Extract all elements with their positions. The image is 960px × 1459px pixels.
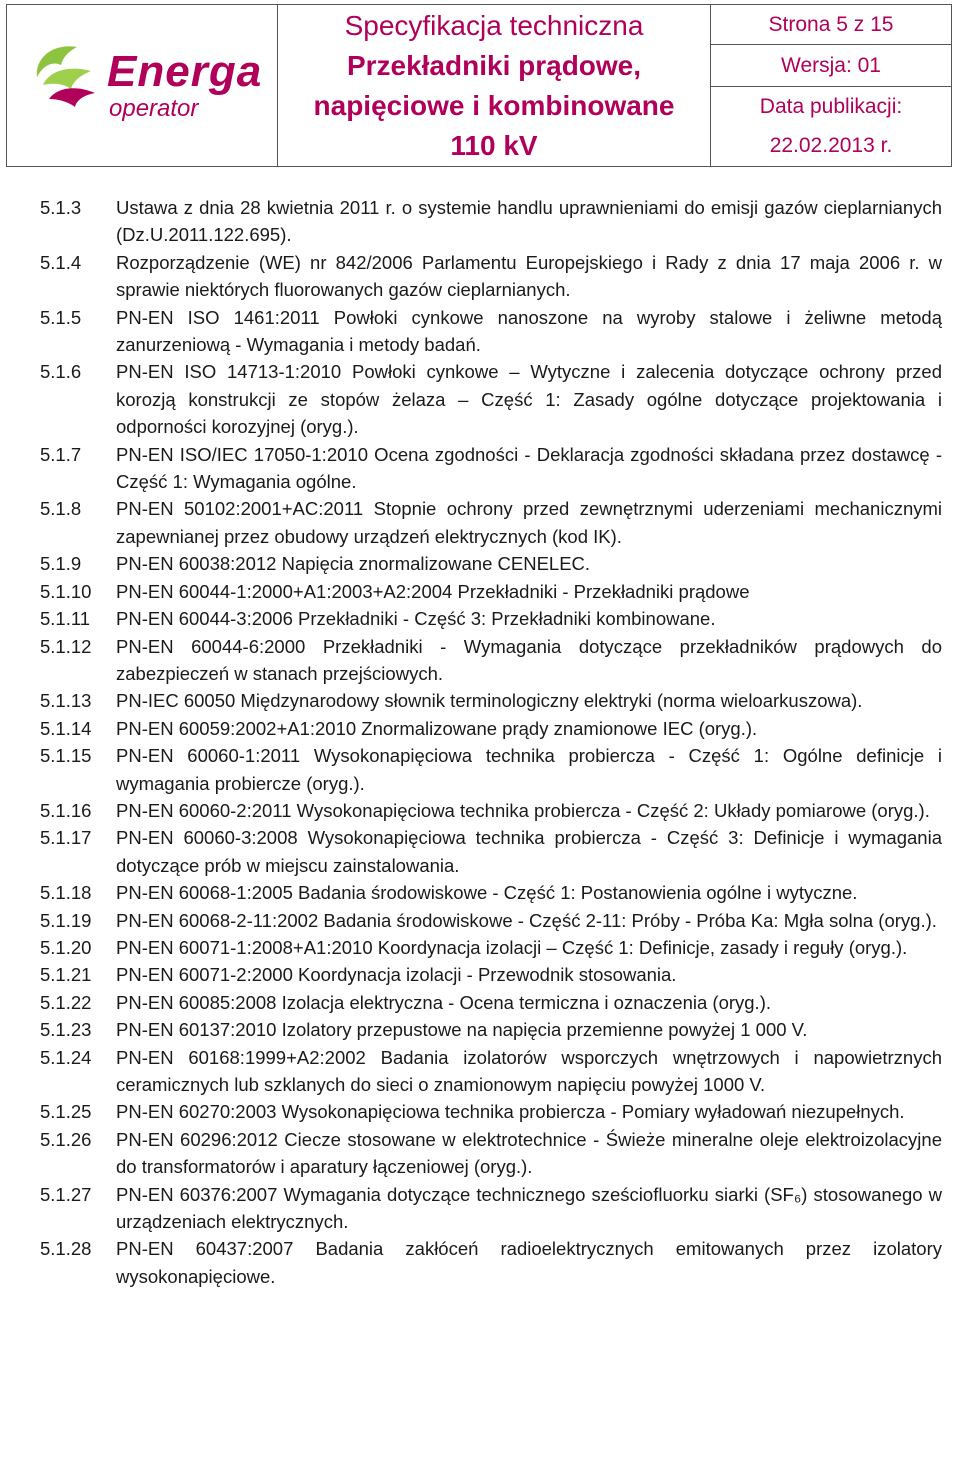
document-title [278,5,711,167]
list-item [40,304,942,359]
item-text: PN-EN 60044-6:2000 Przekładniki - Wymagania dotyczące przekładników prądowych do zabezpieczeń w stanach przejściowych. [116,635,942,684]
list-item [40,441,942,496]
item-number: 5.1.18 [40,882,92,904]
item-text: PN-EN 60060-1:2011 Wysokonapięciowa technika probiercza - Część 1: Ogólne definicje i wymagania probiercze (oryg.). [116,745,942,794]
publication-date: 22.02.2013 r. [711,127,952,167]
document-header [6,4,952,167]
logo-name: Energa [107,47,263,96]
item-number: 5.1.16 [40,799,92,821]
list-item [40,605,942,632]
list-item [40,907,942,934]
item-text: PN-EN 60437:2007 Badania zakłóceń radioelektrycznych emitowanych przez izolatory wysokonapięciowe. [116,1238,942,1287]
list-item [40,578,942,605]
item-number: 5.1.10 [40,580,92,602]
title-line-3: napięciowe i kombinowane [313,89,675,121]
item-number: 5.1.14 [40,717,92,739]
title-line-4: 110 kV [450,129,538,161]
item-text: PN-EN 60038:2012 Napięcia znormalizowane CENELEC. [116,553,591,575]
item-text: PN-EN 60071-2:2000 Koordynacja izolacji - Przewodnik stosowania. [116,964,677,986]
list-item [40,633,942,688]
version: Wersja: 01 [711,45,952,87]
item-text: PN-EN 60270:2003 Wysokonapięciowa technika probiercza - Pomiary wyładowań niezupełnych. [116,1101,905,1123]
list-item [40,715,942,742]
list-item [40,249,942,304]
item-number: 5.1.11 [40,608,91,630]
standards-list [40,194,942,1290]
item-number: 5.1.8 [40,498,82,520]
list-item [40,1016,942,1043]
item-number: 5.1.12 [40,635,92,657]
item-number: 5.1.7 [40,443,82,465]
item-number: 5.1.26 [40,1128,92,1150]
item-text: PN-EN ISO 1461:2011 Powłoki cynkowe nanoszone na wyroby stalowe i żeliwne metodą zanurzeniową - Wymagania i metody badań. [116,306,942,356]
item-text: PN-EN 60060-3:2008 Wysokonapięciowa technika probiercza - Część 3: Definicje i wymagania dotyczące prób w miejscu zainstalowania. [116,827,942,876]
list-item [40,1235,942,1290]
item-text: PN-EN ISO 14713-1:2010 Powłoki cynkowe – Wytyczne i zalecenia dotyczące ochrony przed korozją konstrukcji ze stopów żelaza – Część 1: Zasady ogólne dotyczące projektowania i odporności korozyjnej (oryg.). [116,361,942,438]
list-item [40,1181,942,1236]
item-text: PN-EN 60044-1:2000+A1:2003+A2:2004 Przekładniki - Przekładniki prądowe [116,580,750,602]
item-number: 5.1.24 [40,1046,92,1068]
item-number: 5.1.21 [40,964,92,986]
item-number: 5.1.28 [40,1238,92,1260]
item-text: PN-EN 60044-3:2006 Przekładniki - Część 3: Przekładniki kombinowane. [116,608,716,630]
list-item [40,194,942,249]
item-text: Ustawa z dnia 28 kwietnia 2011 r. o systemie handlu uprawnieniami do emisji gazów cieplarnianych (Dz.U.2011.122.695). [116,197,942,246]
list-item [40,1098,942,1125]
item-text: PN-EN 50102:2001+AC:2011 Stopnie ochrony przed zewnętrznymi uderzeniami mechanicznymi zapewnianej przez obudowy urządzeń elektrycznych (kod IK). [116,498,942,547]
list-item [40,687,942,714]
list-item [40,495,942,550]
item-text: PN-EN 60137:2010 Izolatory przepustowe na napięcia przemienne powyżej 1 000 V. [116,1019,808,1041]
publication-label: Data publikacji: [711,87,952,127]
title-line-1: Specyfikacja techniczna [344,9,644,41]
item-number: 5.1.13 [40,690,92,712]
list-item [40,934,942,961]
item-text: PN-EN 60060-2:2011 Wysokonapięciowa technika probiercza - Część 2: Układy pomiarowe (oryg.). [116,799,930,821]
item-text: PN-EN ISO/IEC 17050-1:2010 Ocena zgodności - Deklaracja zgodności składana przez dostawcę - Część 1: Wymagania ogólne. [116,443,942,493]
item-number: 5.1.4 [40,251,82,273]
item-number: 5.1.20 [40,936,92,958]
item-number: 5.1.22 [40,991,92,1013]
item-text: PN-EN 60296:2012 Ciecze stosowane w elektrotechnice - Świeże mineralne oleje elektroizolacyjne do transformatorów i aparatury łączeniowej (oryg.). [116,1128,942,1178]
title-line-2: Przekładniki prądowe, [346,49,642,81]
list-item [40,742,942,797]
item-text: PN-EN 60068-1:2005 Badania środowiskowe - Część 1: Postanowienia ogólne i wytyczne. [116,882,858,904]
item-number: 5.1.3 [40,197,82,218]
item-text: PN-EN 60168:1999+A2:2002 Badania izolatorów wsporczych wnętrzowych i napowietrznych ceramicznych lub szklanych do sieci o znamionowym napięciu powyżej 1000 V. [116,1046,942,1095]
item-number: 5.1.5 [40,306,82,328]
logo-cell [7,5,278,167]
item-text: PN-IEC 60050 Międzynarodowy słownik terminologiczny elektryki (norma wieloarkuszowa). [116,690,863,712]
logo-subtitle: operator [109,95,199,122]
list-item [40,989,942,1016]
item-text: PN-EN 60071-1:2008+A1:2010 Koordynacja izolacji – Część 1: Definicje, zasady i reguły (oryg.). [116,936,908,958]
item-number: 5.1.19 [40,909,92,931]
item-number: 5.1.17 [40,827,92,849]
page-number: Strona 5 z 15 [711,5,952,45]
item-number: 5.1.23 [40,1019,92,1041]
item-text: PN-EN 60068-2-11:2002 Badania środowiskowe - Część 2-11: Próby - Próba Ka: Mgła solna (oryg.). [116,909,937,931]
list-item [40,797,942,824]
item-number: 5.1.27 [40,1183,92,1205]
item-text: Rozporządzenie (WE) nr 842/2006 Parlamentu Europejskiego i Rady z dnia 17 maja 2006 r. w sprawie niektórych fluorowanych gazów cieplarnianych. [116,251,942,301]
list-item [40,1044,942,1099]
list-item [40,550,942,577]
list-item [40,358,942,440]
item-text: PN-EN 60059:2002+A1:2010 Znormalizowane prądy znamionowe IEC (oryg.). [116,717,758,739]
item-number: 5.1.25 [40,1101,92,1123]
item-number: 5.1.9 [40,553,82,575]
energa-operator-logo [29,41,269,131]
list-item [40,1126,942,1181]
item-number: 5.1.15 [40,745,92,767]
leaf-icon [29,41,105,111]
list-item [40,824,942,879]
item-number: 5.1.6 [40,361,82,383]
item-text: PN-EN 60376:2007 Wymagania dotyczące technicznego sześciofluorku siarki (SF₆) stosowanego w urządzeniach elektrycznych. [116,1183,942,1233]
item-text: PN-EN 60085:2008 Izolacja elektryczna - Ocena termiczna i oznaczenia (oryg.). [116,991,771,1013]
list-item [40,961,942,988]
list-item [40,879,942,906]
